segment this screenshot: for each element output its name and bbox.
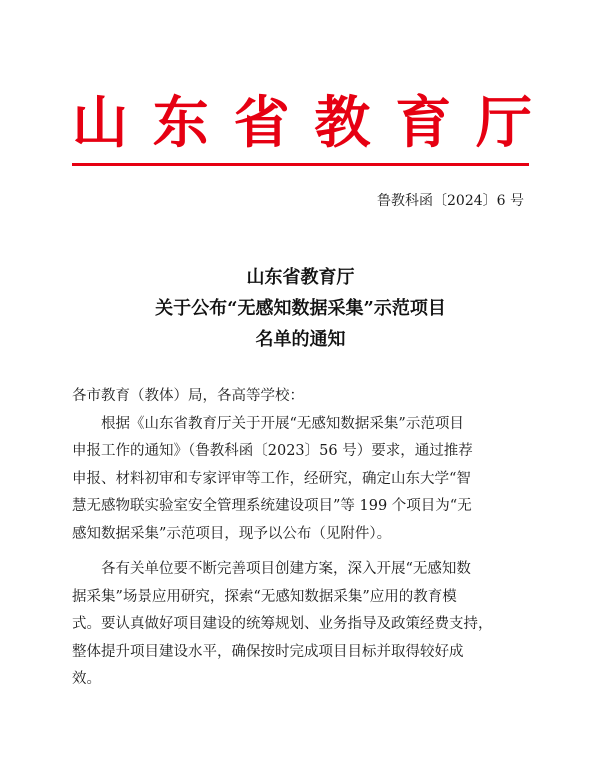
red-divider-line: [72, 163, 529, 166]
masthead-char: 厅: [475, 90, 532, 156]
paragraph-line: 申报、材料初审和专家评审等工作，经研究，确定山东大学“智: [72, 470, 471, 487]
masthead-char: 教: [314, 90, 371, 156]
masthead-char: 山: [72, 90, 128, 156]
masthead-char: 育: [395, 90, 452, 156]
paragraph-line: 式。要认真做好项目建设的统筹规划、业务指导及政策经费支持，: [72, 616, 493, 632]
paragraph-line: 效。: [72, 671, 101, 687]
salutation: 各市教育（教体）局，各高等学校：: [72, 388, 304, 404]
paragraph-line: 据采集”场景应用研究，探索“无感知数据采集”应用的教育模: [72, 588, 457, 605]
paragraph-line: 感知数据采集”示范项目，现予以公布（见附件）。: [72, 525, 392, 542]
masthead-issuer: [72, 88, 532, 158]
document-body: [72, 383, 529, 694]
paragraph-line: 整体提升项目建设水平，确保按时完成项目目标并取得较好成: [72, 643, 464, 660]
paragraph-line: 慧无感物联实验室安全管理系统建设项目”等 199 个项目为“无: [72, 498, 472, 514]
title-line: 关于公布“无感知数据采集”示范项目: [155, 298, 446, 319]
masthead-char: 东: [152, 90, 209, 156]
title-line: 山东省教育厅: [246, 267, 355, 288]
paragraph-line: 各有关单位要不断完善项目创建方案，深入开展“无感知数: [101, 561, 471, 577]
paragraph-1: [72, 411, 529, 549]
paragraph-2: [72, 556, 529, 694]
title-line: 名单的通知: [255, 329, 346, 350]
document-number: 鲁教科函〔2024〕6 号: [377, 193, 524, 209]
document-title: [72, 262, 529, 355]
paragraph-line: 根据《山东省教育厅关于开展“无感知数据采集”示范项目: [101, 415, 464, 432]
paragraph-line: 申报工作的通知》（鲁教科函〔2023〕56 号）要求，通过推荐: [72, 443, 473, 459]
masthead-char: 省: [233, 90, 290, 156]
